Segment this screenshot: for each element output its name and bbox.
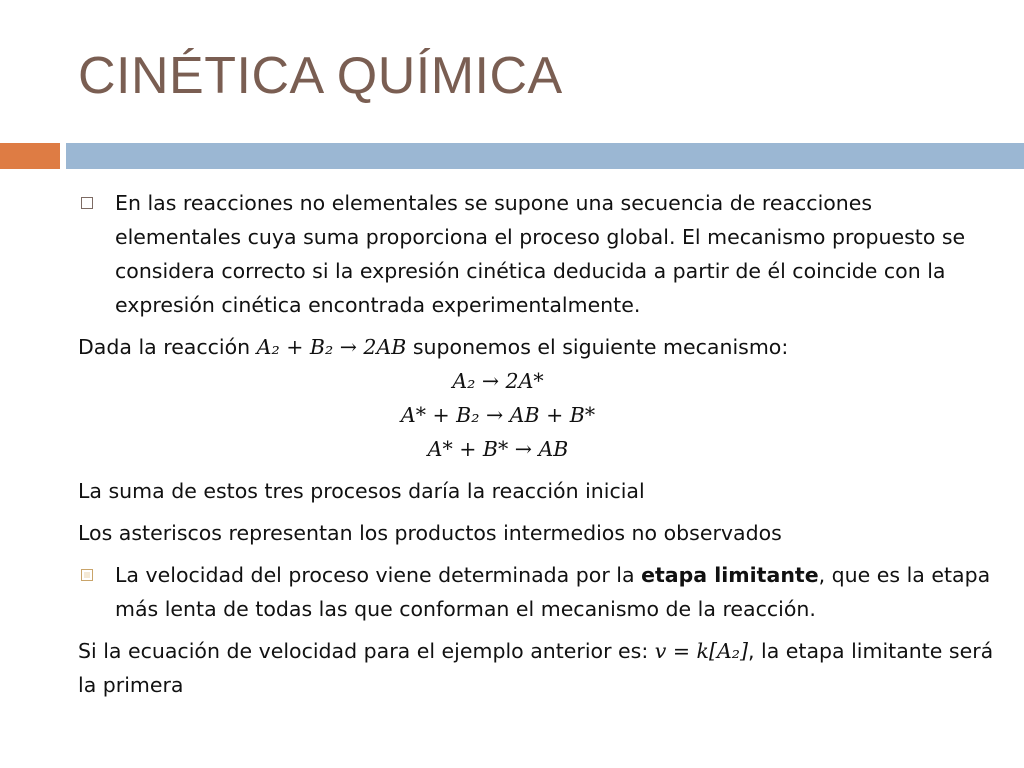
rate-line <box>78 634 998 702</box>
asterisk-text: Los asteriscos representan los productos intermedios no observados <box>78 521 782 545</box>
bullet-text: En las reacciones no elementales se supone una secuencia de reacciones elementales cuya suma proporciona el proceso global. El mecanismo propuesto se considera correcto si la expresión cinética deducida a partir de él coincide con la expresión cinética encontrada experimentalmente. <box>115 191 966 317</box>
rate-suffix: , la etapa limitante será la primera <box>78 639 994 697</box>
slide-content <box>78 186 998 702</box>
hollow-square-bullet-icon <box>81 197 93 209</box>
bullet2-bold: etapa limitante <box>641 563 819 587</box>
bullet2-after: , que es la etapa más lenta de todas las que conforman el mecanismo de la reacción. <box>115 563 991 621</box>
accent-bar-blue <box>66 143 1024 169</box>
bullet2-before: La velocidad del proceso viene determinada por la <box>115 563 635 587</box>
accent-bar-orange <box>0 143 60 169</box>
mechanism-block <box>0 364 998 466</box>
reaction-suffix: suponemos el siguiente mecanismo: <box>412 335 789 359</box>
mechanism-step-3: A* + B* → AB <box>427 437 569 461</box>
bullet-item-mechanism <box>78 186 998 322</box>
filled-square-bullet-icon <box>81 569 93 581</box>
sum-text: La suma de estos tres procesos daría la reacción inicial <box>78 479 645 503</box>
bullet-item-limiting-step <box>78 558 998 626</box>
slide-title: CINÉTICA QUÍMICA <box>78 47 563 105</box>
reaction-prefix: Dada la reacción <box>78 335 251 359</box>
reaction-equation: A₂ + B₂ → 2AB <box>256 335 407 359</box>
rate-prefix: Si la ecuación de velocidad para el ejemplo anterior es: <box>78 639 649 663</box>
mechanism-step-2: A* + B₂ → AB + B* <box>400 403 596 427</box>
reaction-line <box>78 330 998 364</box>
rate-equation: v = k[A₂] <box>654 639 748 663</box>
mechanism-step-1: A₂ → 2A* <box>452 369 544 393</box>
